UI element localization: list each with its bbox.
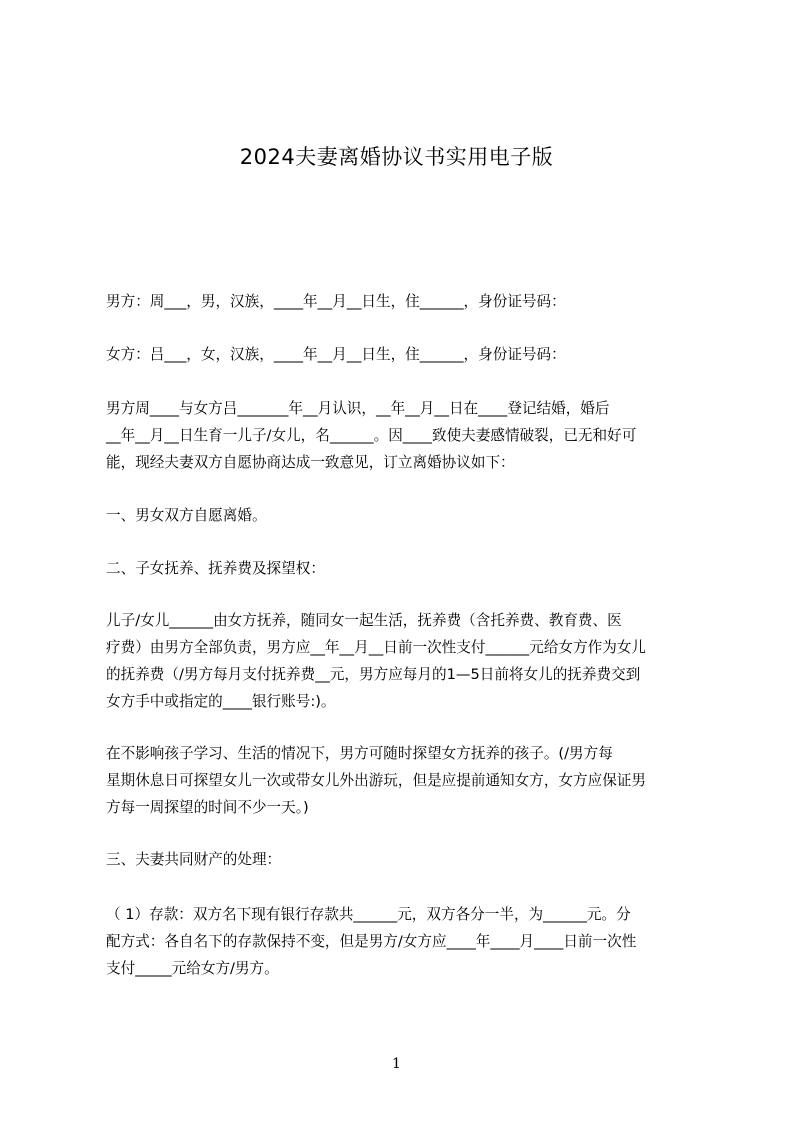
party-male-info — [106, 288, 700, 315]
text-line: 男方：周___，男，汉族，____年__月__日生，住______，身份证号码： — [106, 293, 566, 310]
text-line: 支付_____元给女方/男方。 — [106, 960, 279, 977]
text-line: 在不影响孩子学习、生活的情况下，男方可随时探望女方抚养的孩子。(/男方每 — [106, 745, 613, 762]
background-paragraph — [106, 395, 700, 476]
text-line: 能，现经夫妻双方自愿协商达成一致意见，订立离婚协议如下： — [106, 454, 515, 471]
text-line: 的抚养费（/男方每月支付抚养费__元，男方应每月的1—5日前将女儿的抚养费交到 — [106, 666, 641, 683]
text-line: （ 1）存款：双方名下现有银行存款共______元，双方各分一半，为______元。分 — [106, 906, 631, 923]
text-line: 一、男女双方自愿离婚。 — [106, 507, 267, 524]
text-line: 二、子女抚养、抚养费及探望权： — [106, 560, 325, 577]
custody-paragraph — [106, 607, 700, 715]
text-line: 女方手中或指定的____银行账号:)。 — [106, 693, 336, 710]
text-line: 方每一周探望的时间不少一天。) — [106, 799, 309, 816]
section-heading-3 — [106, 846, 700, 873]
page-number: 1 — [392, 1056, 401, 1072]
visitation-paragraph — [106, 740, 700, 821]
text-line: __年__月__日生育一儿子/女儿，名______。因____致使夫妻感情破裂，已无和好可 — [106, 427, 637, 444]
text-line: 配方式：各自名下的存款保持不变，但是男方/女方应____年____月____日前一次性 — [106, 933, 637, 950]
text-line: 女方：吕___，女，汉族，____年__月__日生，住______，身份证号码： — [106, 346, 566, 363]
text-line: 星期休息日可探望女儿一次或带女儿外出游玩，但是应提前通知女方，女方应保证男 — [106, 772, 646, 789]
text-line: 儿子/女儿______由女方抚养，随同女一起生活，抚养费（含托养费、教育费、医 — [106, 612, 622, 629]
savings-paragraph — [106, 901, 700, 982]
document-title: 2024夫妻离婚协议书实用电子版 — [239, 145, 554, 169]
text-line: 疗费）由男方全部负责，男方应__年__月__日前一次性支付______元给女方作为女儿 — [106, 639, 646, 656]
text-line: 男方周____与女方吕_______年__月认识，__年__月__日在____登记结婚，婚后 — [106, 400, 610, 417]
section-heading-2 — [106, 555, 700, 582]
party-female-info — [106, 341, 700, 368]
section-heading-1 — [106, 502, 700, 529]
text-line: 三、夫妻共同财产的处理： — [106, 851, 282, 868]
